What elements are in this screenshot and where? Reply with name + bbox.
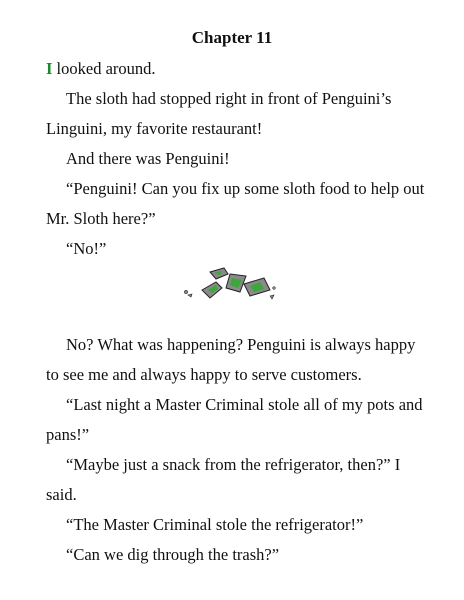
- paragraph-1: [46, 54, 430, 84]
- broken-plate-shards-icon: [180, 262, 280, 308]
- paragraph-7: “Last night a Master Criminal stole all of my pots and pans!”: [46, 395, 423, 444]
- paragraph-3: And there was Penguini!: [66, 149, 230, 168]
- crumb-shape: [270, 295, 274, 299]
- paragraph-4: “Penguini! Can you fix up some sloth food to help out Mr. Sloth here?”: [46, 179, 425, 228]
- paragraph-1-text: looked around.: [52, 59, 156, 78]
- chapter-title: Chapter 11: [191, 28, 273, 47]
- paragraph-8: “Maybe just a snack from the refrigerator, then?” I said.: [46, 455, 401, 504]
- paragraph-6: No? What was happening? Penguini is always happy to see me and always happy to serve customers.: [46, 335, 416, 384]
- paragraph-2: The sloth had stopped right in front of Penguini’s Linguini, my favorite restaurant!: [46, 89, 392, 138]
- text-block-top: [46, 54, 430, 264]
- crumb-shape: [188, 294, 192, 297]
- crumb-shape: [184, 290, 187, 293]
- drop-cap: I: [46, 59, 53, 78]
- paragraph-9: “The Master Criminal stole the refrigerator!”: [66, 515, 364, 534]
- text-block-bottom: [46, 330, 430, 570]
- crumb-shape: [273, 287, 276, 290]
- paragraph-10: “Can we dig through the trash?”: [66, 545, 280, 564]
- paragraph-5: “No!”: [66, 239, 107, 258]
